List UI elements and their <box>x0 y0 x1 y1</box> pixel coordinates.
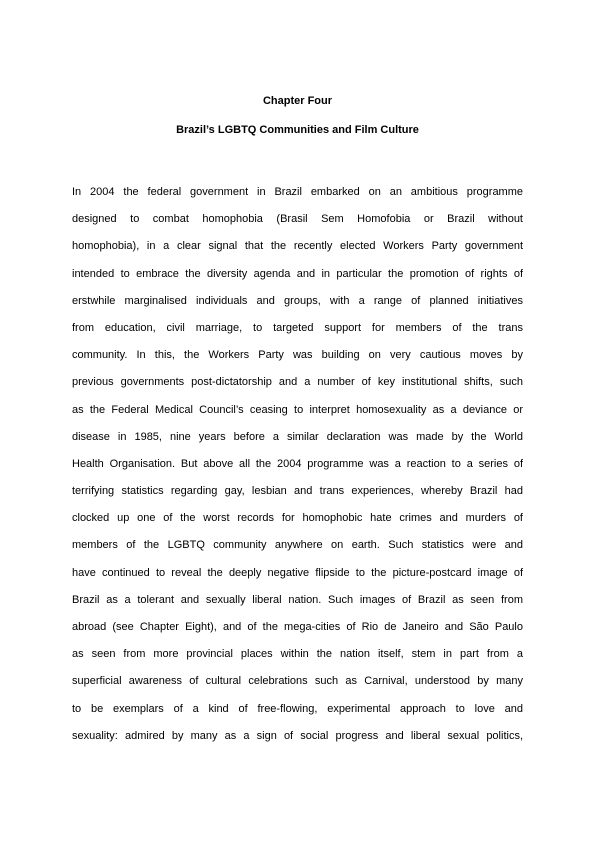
paragraph-line: from education, civil marriage, to targeted support for members of the trans <box>72 321 523 334</box>
paragraph-line: designed to combat homophobia (Brasil Sem Homofobia or Brazil without <box>72 213 523 226</box>
paragraph-line: Health Organisation. But above all the 2004 programme was a reaction to a series of <box>72 457 523 470</box>
paragraph-line: sexuality: admired by many as a sign of social progress and liberal sexual politics, <box>72 729 523 742</box>
paragraph-line: clocked up one of the worst records for homophobic hate crimes and murders of <box>72 512 523 525</box>
chapter-number-heading: Chapter Four <box>262 95 333 107</box>
paragraph-line: intended to embrace the diversity agenda and in particular the promotion of rights of <box>72 267 523 280</box>
paragraph-line: as the Federal Medical Council’s ceasing to interpret homosexuality as a deviance or <box>72 403 523 416</box>
chapter-title-heading: Brazil’s LGBTQ Communities and Film Culture <box>176 124 419 136</box>
paragraph-line: superficial awareness of cultural celebrations such as Carnival, understood by many <box>72 675 523 688</box>
paragraph-line: erstwhile marginalised individuals and groups, with a range of planned initiatives <box>72 294 523 307</box>
paragraph-line: to be exemplars of a kind of free-flowing, experimental approach to love and <box>72 702 523 715</box>
paragraph-line: as seen from more provincial places within the nation itself, stem in part from a <box>72 648 523 661</box>
paragraph-line: have continued to reveal the deeply negative flipside to the picture-postcard image of <box>72 566 523 579</box>
paragraph-line: In 2004 the federal government in Brazil embarked on an ambitious programme <box>72 186 523 198</box>
paragraph-line: abroad (see Chapter Eight), and of the mega-cities of Rio de Janeiro and São Paulo <box>72 621 523 633</box>
paragraph-line: terrifying statistics regarding gay, lesbian and trans experiences, whereby Brazil had <box>72 485 523 498</box>
paragraph-line: disease in 1985, nine years before a similar declaration was made by the World <box>72 430 523 443</box>
paragraph-line: Brazil as a tolerant and sexually liberal nation. Such images of Brazil as seen from <box>72 593 523 606</box>
paragraph-line: community. In this, the Workers Party was building on very cautious moves by <box>72 349 523 362</box>
body-paragraph <box>72 185 523 756</box>
paragraph-line: homophobia), in a clear signal that the recently elected Workers Party government <box>72 240 523 253</box>
paragraph-line: previous governments post-dictatorship and a number of key institutional shifts, such <box>72 376 523 389</box>
paragraph-line: members of the LGBTQ community anywhere on earth. Such statistics were and <box>72 539 523 552</box>
